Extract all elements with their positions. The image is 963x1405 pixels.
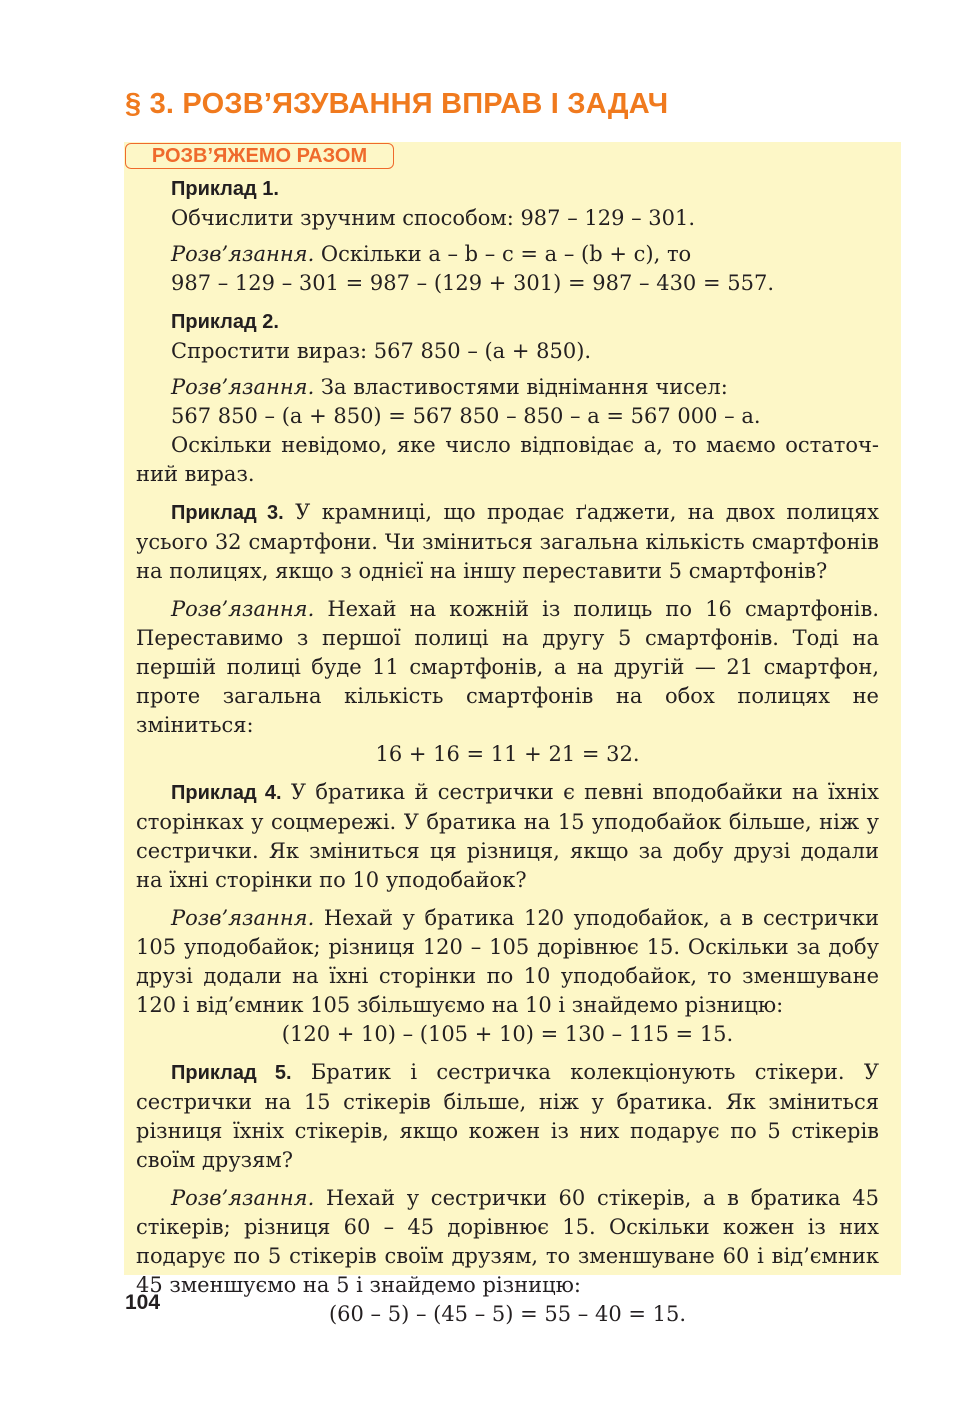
- page-number: 104: [125, 1291, 161, 1314]
- example-4-solution: Розв’язання. Нехай у братика 120 уподобайок, а в сестрички 105 уподобайок; різниця 120 – 105 дорівнює 15. Оскільки за добу друзі додали на їхні сторінки по 10 уподобайок, то зменшуване 120 і від’ємник 105 збільшуємо на 10 і знайдемо різницю:: [136, 906, 879, 1017]
- example-1-heading: Приклад 1.: [171, 178, 279, 200]
- section-badge: РОЗВ’ЯЖЕМО РАЗОМ: [125, 143, 394, 169]
- example-1-solution-line: 987 – 129 – 301 = 987 – (129 + 301) = 987 – 430 = 557.: [171, 271, 774, 295]
- examples-content: [136, 174, 879, 1329]
- example-2-solution-line: 567 850 – (a + 850) = 567 850 – 850 – a = 567 000 – a.: [171, 404, 761, 428]
- example-5-solution: Розв’язання. Нехай у сестрички 60 стікерів, а в братика 45 стікерів; різниця 60 – 45 дорівнює 15. Оскільки кожен із них подарує по 5 стікерів своїм друзям, то зменшуване 60 і від’ємник 45 зменшуємо на 5 і знайдемо різницю:: [136, 1186, 879, 1297]
- example-4-task: Приклад 4. У братика й сестрички є певні вподобайки на їхніх сторінках у соцмережі. У братика на 15 уподобайок більше, ніж у сестрички. Як зміниться ця різниця, якщо за добу друзі додали на їхні сторінки по 10 уподобайок?: [136, 780, 879, 892]
- example-2-conclusion: Оскільки невідомо, яке число відповідає a, то маємо остаточ-: [171, 433, 879, 457]
- example-5-equation: (60 – 5) – (45 – 5) = 55 – 40 = 15.: [328, 1302, 687, 1326]
- example-4-equation: (120 + 10) – (105 + 10) = 130 – 115 = 15.: [281, 1022, 734, 1046]
- example-2-conclusion-end: ний вираз.: [136, 462, 255, 486]
- example-2-solution: Розв’язання. За властивостями віднімання чисел:: [171, 375, 728, 399]
- example-3-solution: Розв’язання. Нехай на кожній із полиць по 16 смартфонів. Переставимо з першої полиці на другу 5 смартфонів. Тоді на першій полиці буде 11 смартфонів, а на другій — 21 смартфон, проте загальна кількість смартфонів на обох полицях не зміниться:: [136, 597, 879, 737]
- example-3-task: Приклад 3. У крамниці, що продає ґаджети, на двох полицях усього 32 смартфони. Чи зміниться загальна кількість смартфонів на полицях, якщо з однієї на іншу переставити 5 смартфонів?: [136, 500, 879, 583]
- example-2-heading: Приклад 2.: [171, 311, 279, 333]
- example-3-equation: 16 + 16 = 11 + 21 = 32.: [375, 742, 640, 766]
- example-5-task: Приклад 5. Братик і сестричка колекціонують стікери. У сестрички на 15 стікерів більше, ніж у братика. Як зміниться різниця їхніх стікерів, якщо кожен із них подарує по 5 стікерів своїм друзям?: [136, 1060, 879, 1172]
- example-2-task: Спростити вираз: 567 850 – (a + 850).: [171, 339, 592, 363]
- example-1-solution: Розв’язання. Оскільки a – b – c = a – (b + c), то: [171, 242, 692, 266]
- example-1-task: Обчислити зручним способом: 987 – 129 – 301.: [171, 206, 696, 230]
- section-title: § 3. РОЗВ’ЯЗУВАННЯ ВПРАВ І ЗАДАЧ: [125, 88, 669, 120]
